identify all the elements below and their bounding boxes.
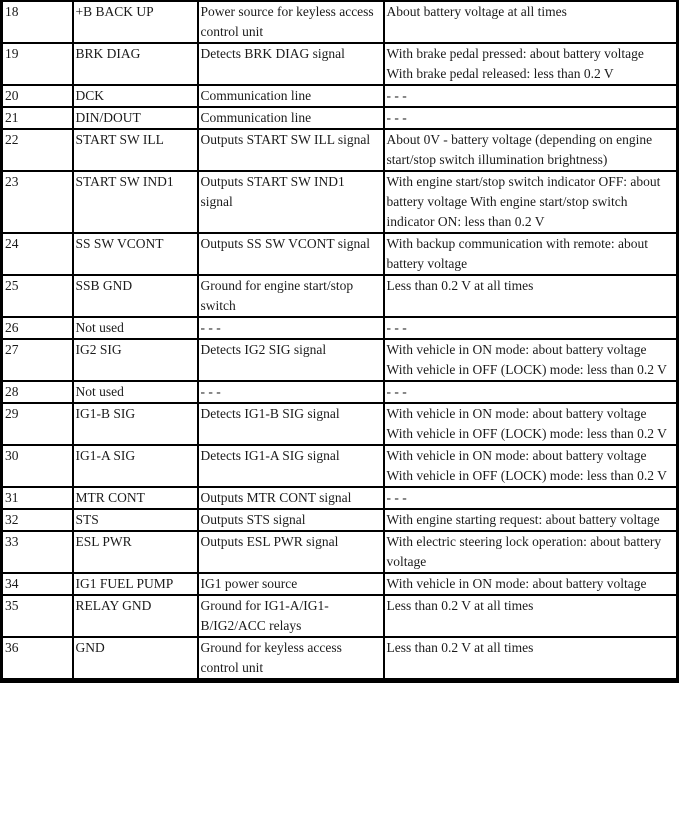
- table-row: [2, 1, 678, 43]
- cell-signal-description: Detects IG1-B SIG signal: [198, 403, 384, 445]
- cell-voltage-condition: With electric steering lock operation: about battery voltage: [384, 531, 678, 573]
- table-row: [2, 509, 678, 531]
- cell-signal-name: MTR CONT: [73, 487, 198, 509]
- table-row: [2, 317, 678, 339]
- cell-voltage-condition: With brake pedal pressed: about battery voltage With brake pedal released: less than 0.2 V: [384, 43, 678, 85]
- cell-voltage-condition: - - -: [384, 107, 678, 129]
- table-row: [2, 595, 678, 637]
- table-body: [2, 1, 678, 681]
- cell-pin-number: 22: [2, 129, 73, 171]
- cell-pin-number: 33: [2, 531, 73, 573]
- cell-signal-description: Outputs ESL PWR signal: [198, 531, 384, 573]
- cell-signal-description: - - -: [198, 381, 384, 403]
- cell-voltage-condition: Less than 0.2 V at all times: [384, 595, 678, 637]
- table-row: [2, 275, 678, 317]
- table-row: [2, 107, 678, 129]
- cell-voltage-condition: About battery voltage at all times: [384, 1, 678, 43]
- cell-signal-name: DCK: [73, 85, 198, 107]
- cell-voltage-condition: With vehicle in ON mode: about battery voltage With vehicle in OFF (LOCK) mode: less than 0.2 V: [384, 339, 678, 381]
- cell-signal-name: STS: [73, 509, 198, 531]
- cell-voltage-condition: With vehicle in ON mode: about battery voltage: [384, 573, 678, 595]
- cell-voltage-condition: - - -: [384, 487, 678, 509]
- cell-pin-number: 19: [2, 43, 73, 85]
- cell-pin-number: 35: [2, 595, 73, 637]
- cell-signal-name: DIN/DOUT: [73, 107, 198, 129]
- cell-signal-name: +B BACK UP: [73, 1, 198, 43]
- table-row: [2, 637, 678, 681]
- cell-voltage-condition: About 0V - battery voltage (depending on engine start/stop switch illumination brightness): [384, 129, 678, 171]
- cell-pin-number: 31: [2, 487, 73, 509]
- cell-signal-name: IG2 SIG: [73, 339, 198, 381]
- cell-signal-name: START SW ILL: [73, 129, 198, 171]
- cell-signal-description: Detects BRK DIAG signal: [198, 43, 384, 85]
- cell-voltage-condition: Less than 0.2 V at all times: [384, 637, 678, 681]
- cell-signal-description: Detects IG1-A SIG signal: [198, 445, 384, 487]
- cell-signal-name: IG1 FUEL PUMP: [73, 573, 198, 595]
- cell-pin-number: 28: [2, 381, 73, 403]
- cell-signal-name: Not used: [73, 317, 198, 339]
- cell-pin-number: 36: [2, 637, 73, 681]
- cell-pin-number: 27: [2, 339, 73, 381]
- cell-pin-number: 32: [2, 509, 73, 531]
- cell-pin-number: 18: [2, 1, 73, 43]
- cell-signal-name: BRK DIAG: [73, 43, 198, 85]
- cell-voltage-condition: Less than 0.2 V at all times: [384, 275, 678, 317]
- cell-voltage-condition: - - -: [384, 381, 678, 403]
- cell-signal-name: IG1-B SIG: [73, 403, 198, 445]
- cell-signal-description: Communication line: [198, 85, 384, 107]
- cell-signal-description: Outputs MTR CONT signal: [198, 487, 384, 509]
- table-row: [2, 531, 678, 573]
- table-row: [2, 339, 678, 381]
- table-row: [2, 487, 678, 509]
- cell-pin-number: 21: [2, 107, 73, 129]
- table-row: [2, 403, 678, 445]
- cell-signal-name: SS SW VCONT: [73, 233, 198, 275]
- table-row: [2, 381, 678, 403]
- cell-signal-description: Power source for keyless access control unit: [198, 1, 384, 43]
- cell-voltage-condition: With engine starting request: about battery voltage: [384, 509, 678, 531]
- table-row: [2, 129, 678, 171]
- cell-pin-number: 34: [2, 573, 73, 595]
- cell-signal-description: Ground for IG1-A/IG1-B/IG2/ACC relays: [198, 595, 384, 637]
- cell-voltage-condition: With backup communication with remote: about battery voltage: [384, 233, 678, 275]
- cell-voltage-condition: - - -: [384, 317, 678, 339]
- table-row: [2, 171, 678, 233]
- cell-voltage-condition: With engine start/stop switch indicator OFF: about battery voltage With engine start/stop switch indicator ON: less than 0.2 V: [384, 171, 678, 233]
- cell-pin-number: 24: [2, 233, 73, 275]
- cell-pin-number: 23: [2, 171, 73, 233]
- table-row: [2, 445, 678, 487]
- table-row: [2, 85, 678, 107]
- cell-signal-description: Ground for keyless access control unit: [198, 637, 384, 681]
- cell-pin-number: 20: [2, 85, 73, 107]
- cell-signal-description: Outputs SS SW VCONT signal: [198, 233, 384, 275]
- cell-pin-number: 29: [2, 403, 73, 445]
- cell-signal-description: Ground for engine start/stop switch: [198, 275, 384, 317]
- cell-signal-description: IG1 power source: [198, 573, 384, 595]
- cell-signal-name: GND: [73, 637, 198, 681]
- cell-signal-name: IG1-A SIG: [73, 445, 198, 487]
- cell-signal-description: Communication line: [198, 107, 384, 129]
- cell-signal-description: - - -: [198, 317, 384, 339]
- cell-voltage-condition: With vehicle in ON mode: about battery voltage With vehicle in OFF (LOCK) mode: less than 0.2 V: [384, 445, 678, 487]
- cell-signal-name: ESL PWR: [73, 531, 198, 573]
- cell-pin-number: 25: [2, 275, 73, 317]
- cell-signal-name: Not used: [73, 381, 198, 403]
- cell-voltage-condition: - - -: [384, 85, 678, 107]
- table-row: [2, 233, 678, 275]
- cell-pin-number: 26: [2, 317, 73, 339]
- cell-signal-description: Detects IG2 SIG signal: [198, 339, 384, 381]
- cell-signal-name: START SW IND1: [73, 171, 198, 233]
- cell-signal-description: Outputs STS signal: [198, 509, 384, 531]
- cell-signal-name: SSB GND: [73, 275, 198, 317]
- table-row: [2, 43, 678, 85]
- cell-signal-description: Outputs START SW IND1 signal: [198, 171, 384, 233]
- cell-pin-number: 30: [2, 445, 73, 487]
- cell-signal-name: RELAY GND: [73, 595, 198, 637]
- cell-voltage-condition: With vehicle in ON mode: about battery voltage With vehicle in OFF (LOCK) mode: less than 0.2 V: [384, 403, 678, 445]
- table-row: [2, 573, 678, 595]
- cell-signal-description: Outputs START SW ILL signal: [198, 129, 384, 171]
